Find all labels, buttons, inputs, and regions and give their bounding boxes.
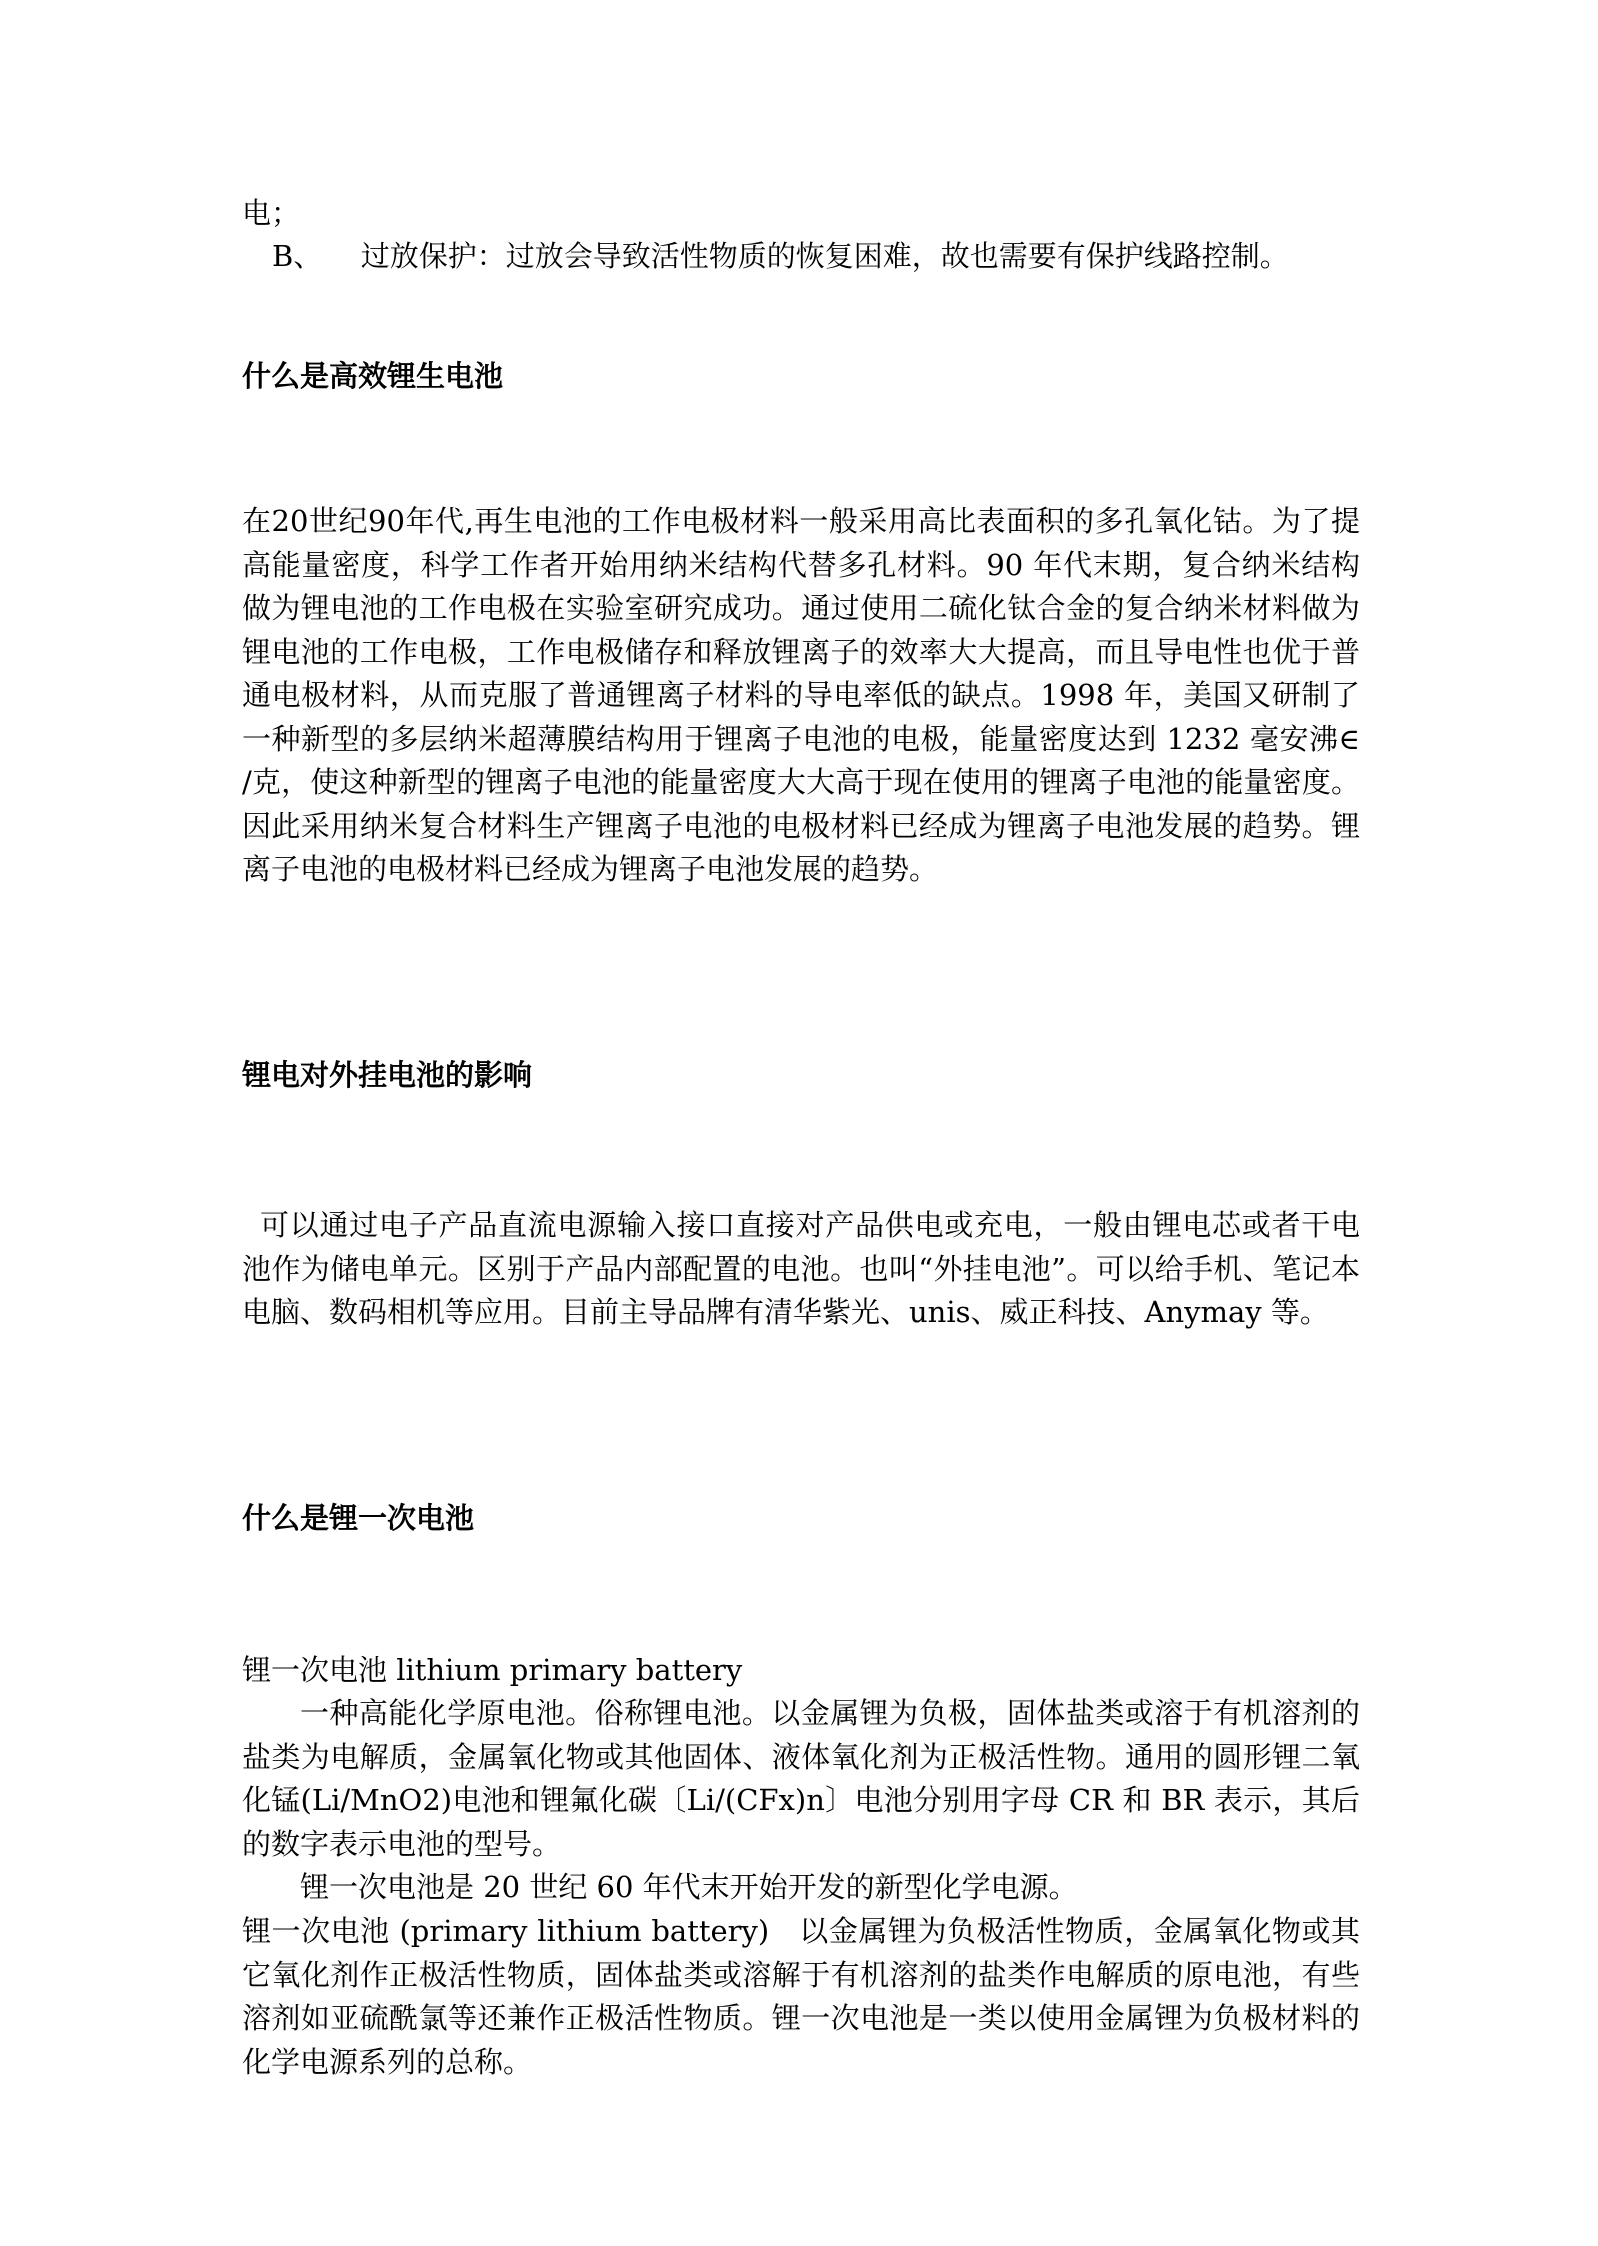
section-heading-external-battery: 锂电对外挂电池的影响 (242, 1058, 533, 1092)
section-heading-efficient-lithium: 什么是高效锂生电池 (242, 359, 504, 393)
term-line: 锂一次电池 lithium primary battery (242, 1653, 743, 1687)
top-fragment: 电； (242, 196, 301, 230)
section-heading-primary-lithium: 什么是锂一次电池 (242, 1501, 475, 1535)
list-item-text: 过放保护：过放会导致活性物质的恢复困难，故也需要有保护线路控制。 (360, 239, 1289, 273)
list-item-b (272, 234, 1392, 278)
section-paragraph-primary-lithium-1: 一种高能化学原电池。俗称锂电池。以金属锂为负极，固体盐类或溶于有机溶剂的盐类为电解质，金属氧化物或其他固体、液体氧化剂为正极活性物。通用的圆形锂二氧化锰(Li/MnO2)电池和锂氟化碳〔Li/(CFx)n〕电池分别用字母 CR 和 BR 表示，其后的数字表示电池的型号。 (242, 1696, 1360, 1861)
section-paragraph-efficient-lithium: 在20世纪90年代,再生电池的工作电极材料一般采用高比表面积的多孔氧化钴。为了提高能量密度，科学工作者开始用纳米结构代替多孔材料。90 年代末期，复合纳米结构做为锂电池的工作电极在实验室研究成功。通过使用二硫化钛合金的复合纳米材料做为锂电池的工作电极，工作电极储存和释放锂离子的效率大大提高，而且导电性也优于普通电极材料，从而克服了普通锂离子材料的导电率低的缺点。1998 年，美国又研制了一种新型的多层纳米超薄膜结构用于锂离子电池的电极，能量密度达到 1232 毫安沸∈ /克，使这种新型的锂离子电池的能量密度大大高于现在使用的锂离子电池的能量密度。因此采用纳米复合材料生产锂离子电池的电极材料已经成为锂离子电池发展的趋势。锂离子电池的电极材料已经成为锂离子电池发展的趋势。 (242, 504, 1360, 886)
list-marker: B、 (272, 239, 323, 273)
section-paragraph-external-battery: 可以通过电子产品直流电源输入接口直接对产品供电或充电，一般由锂电芯或者干电池作为储电单元。区别于产品内部配置的电池。也叫“外挂电池”。可以给手机、笔记本电脑、数码相机等应用。目前主导品牌有清华紫光、unis、威正科技、Anymay 等。 (242, 1208, 1360, 1329)
section-paragraph-primary-lithium-3: 锂一次电池 (primary lithium battery) 以金属锂为负极活性物质，金属氧化物或其它氧化剂作正极活性物质，固体盐类或溶解于有机溶剂的盐类作电解质的原电池，有些溶剂如亚硫酰氯等还兼作正极活性物质。锂一次电池是一类以使用金属锂为负极材料的化学电源系列的总称。 (242, 1914, 1360, 2079)
section-paragraph-primary-lithium-2: 锂一次电池是 20 世纪 60 年代末开始开发的新型化学电源。 (300, 1870, 1078, 1904)
